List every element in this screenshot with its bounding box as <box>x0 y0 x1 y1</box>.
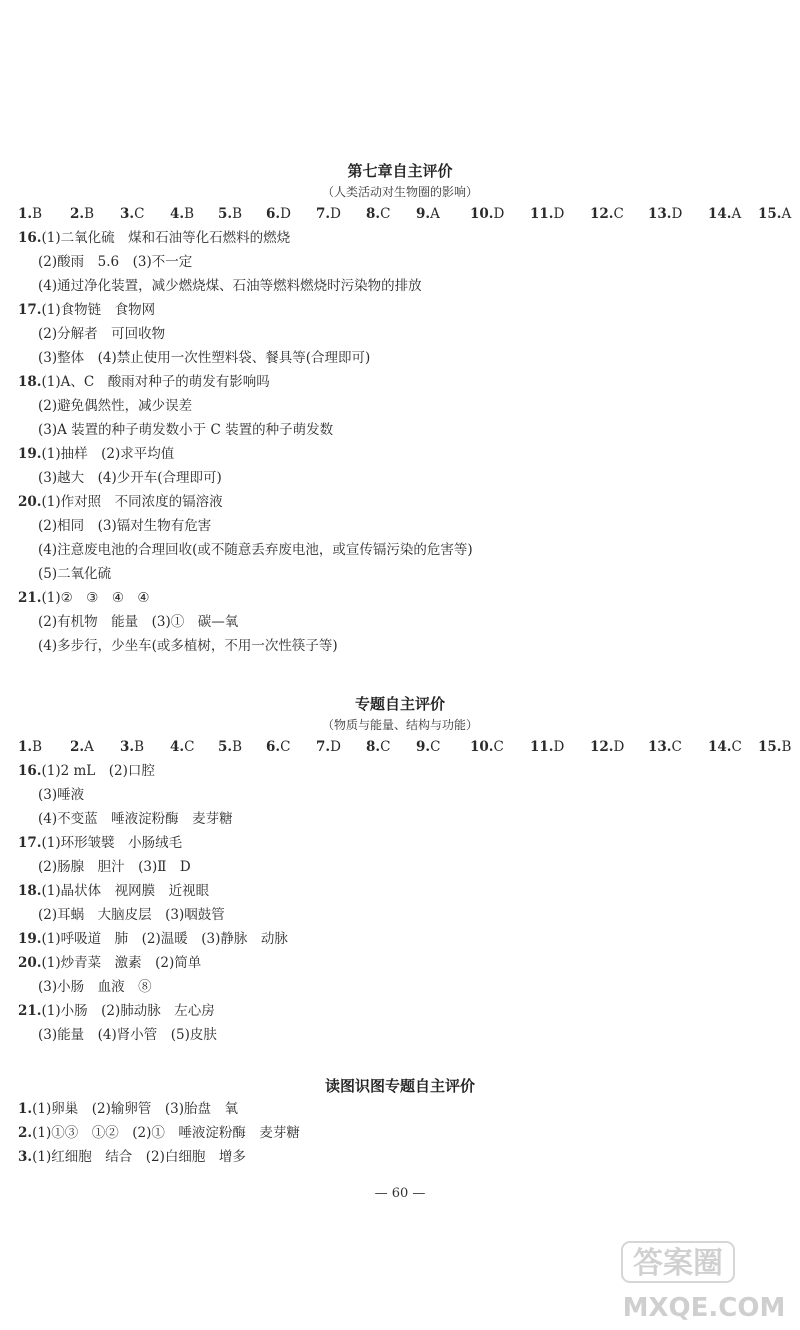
multiple-choice-row <box>18 202 792 226</box>
page-number: — 60 — <box>374 1186 426 1201</box>
answer-letter: D <box>330 206 341 222</box>
question-answer-line <box>0 999 800 1023</box>
answer-letter: D <box>280 206 291 222</box>
question-answer-line <box>0 1121 800 1145</box>
question-answer-line <box>0 370 800 394</box>
answer-letter: D <box>613 739 625 755</box>
answer-text: (3)唾液 <box>38 787 85 803</box>
question-number: 10. <box>470 739 494 755</box>
choice-answer <box>170 735 194 759</box>
question-number: 3. <box>18 1149 33 1165</box>
question-number: 3. <box>120 739 135 755</box>
answer-text: (1)卵巢 (2)输卵管 (3)胎盘 氧 <box>32 1101 238 1117</box>
choice-answer <box>366 735 390 759</box>
answer-letter: B <box>134 739 145 755</box>
question-number: 4. <box>170 739 185 755</box>
answer-letter: C <box>380 739 391 755</box>
answer-continuation-line <box>0 783 800 807</box>
answer-text: (5)二氧化硫 <box>38 566 112 582</box>
answer-letter: A <box>781 206 792 222</box>
choice-answer <box>218 735 242 759</box>
answer-letter: C <box>493 739 504 755</box>
question-number: 17. <box>18 835 42 851</box>
question-answer-line <box>0 586 800 610</box>
question-number: 11. <box>530 206 554 222</box>
choice-answer <box>18 735 42 759</box>
answer-letter: C <box>613 206 624 222</box>
answer-letter: D <box>671 206 683 222</box>
question-answer-line <box>0 442 800 466</box>
question-number: 5. <box>218 739 233 755</box>
choice-answer <box>470 202 504 226</box>
answer-text: (1)炒青菜 激素 (2)简单 <box>41 955 202 971</box>
question-number: 8. <box>366 206 381 222</box>
answer-letter: D <box>493 206 505 222</box>
question-number: 6. <box>266 739 281 755</box>
question-number: 7. <box>316 739 331 755</box>
answer-continuation-line <box>0 274 800 298</box>
section-diagram-reading <box>0 1075 800 1169</box>
choice-answer <box>218 202 242 226</box>
choice-answer <box>316 735 341 759</box>
section-subtitle: （人类活动对生物圈的影响） <box>321 185 478 199</box>
answer-letter: C <box>380 206 391 222</box>
answer-continuation-line <box>0 562 800 586</box>
question-number: 10. <box>470 206 494 222</box>
section-chapter7 <box>0 160 800 658</box>
watermark-bottom-text: MXQE.COM <box>622 1293 786 1323</box>
answer-continuation-line <box>0 610 800 634</box>
answer-text: (4)不变蓝 唾液淀粉酶 麦芽糖 <box>38 811 233 827</box>
question-answer-line <box>0 927 800 951</box>
question-number: 9. <box>416 206 431 222</box>
question-answer-line <box>0 226 800 250</box>
answer-letter: A <box>430 206 440 222</box>
choice-answer <box>316 202 341 226</box>
answer-text: (2)分解者 可回收物 <box>38 326 166 342</box>
answer-text: (3)越大 (4)少开车(合理即可) <box>38 470 222 486</box>
choice-answer <box>758 202 791 226</box>
question-number: 12. <box>590 739 614 755</box>
section-topic <box>0 693 800 1047</box>
question-answer-line <box>0 1097 800 1121</box>
question-answer-line <box>0 759 800 783</box>
answer-continuation-line <box>0 807 800 831</box>
answer-text: (2)肠腺 胆汁 (3)Ⅱ D <box>38 859 191 875</box>
answer-lines <box>0 226 800 658</box>
answer-continuation-line <box>0 1023 800 1047</box>
choice-answer <box>18 202 42 226</box>
question-number: 13. <box>648 206 672 222</box>
section-title: 第七章自主评价 <box>347 162 453 180</box>
answer-text: (4)注意废电池的合理回收(或不随意丢弃废电池，或宣传镉污染的危害等) <box>38 542 473 558</box>
choice-answer <box>708 735 742 759</box>
answer-text: (2)避免偶然性，减少误差 <box>38 398 193 414</box>
choice-answer <box>758 735 791 759</box>
section-subtitle: （物质与能量、结构与功能） <box>321 718 478 732</box>
answer-text: (4)通过净化装置，减少燃烧煤、石油等燃料燃烧时污染物的排放 <box>38 278 422 294</box>
answer-letter: D <box>553 739 565 755</box>
section-title: 专题自主评价 <box>354 695 445 713</box>
answer-letter: C <box>671 739 682 755</box>
answer-letter: D <box>330 739 341 755</box>
answer-text: (2)相同 (3)镉对生物有危害 <box>38 518 212 534</box>
question-number: 3. <box>120 206 135 222</box>
question-number: 16. <box>18 763 42 779</box>
answer-letter: A <box>731 206 742 222</box>
multiple-choice-row <box>18 735 792 759</box>
answer-text: (1)小肠 (2)肺动脉 左心房 <box>41 1003 215 1019</box>
section-title: 读图识图专题自主评价 <box>324 1077 475 1095</box>
question-number: 18. <box>18 374 42 390</box>
answer-text: (1)2 mL (2)口腔 <box>41 763 155 779</box>
question-number: 4. <box>170 206 185 222</box>
answer-text: (3)小肠 血液 ⑧ <box>38 979 152 995</box>
answer-continuation-line <box>0 975 800 999</box>
answer-letter: B <box>232 206 243 222</box>
question-number: 8. <box>366 739 381 755</box>
answer-text: (1)红细胞 结合 (2)白细胞 增多 <box>32 1149 246 1165</box>
choice-answer <box>366 202 390 226</box>
answer-text: (1)环形皱襞 小肠绒毛 <box>41 835 183 851</box>
answer-text: (1)作对照 不同浓度的镉溶液 <box>41 494 223 510</box>
question-number: 1. <box>18 206 33 222</box>
question-answer-line <box>0 490 800 514</box>
question-number: 20. <box>18 955 42 971</box>
watermark-logo <box>618 1238 790 1324</box>
watermark-top-text: 答案圈 <box>633 1246 723 1281</box>
answer-lines <box>0 759 800 1047</box>
answer-letter: B <box>32 739 43 755</box>
answer-letter: C <box>280 739 291 755</box>
choice-answer <box>470 735 504 759</box>
answer-text: (3)能量 (4)肾小管 (5)皮肤 <box>38 1027 217 1043</box>
answer-letter: C <box>184 739 195 755</box>
choice-answer <box>266 202 291 226</box>
choice-answer <box>70 735 94 759</box>
choice-answer <box>416 735 440 759</box>
answer-text: (1)①③ ①② (2)① 唾液淀粉酶 麦芽糖 <box>32 1125 300 1141</box>
answer-continuation-line <box>0 394 800 418</box>
question-number: 18. <box>18 883 42 899</box>
question-number: 2. <box>70 739 85 755</box>
question-number: 17. <box>18 302 42 318</box>
answer-letter: C <box>134 206 145 222</box>
answer-text: (2)酸雨 5.6 (3)不一定 <box>38 254 193 270</box>
answer-continuation-line <box>0 903 800 927</box>
answer-lines <box>0 1097 800 1169</box>
question-number: 1. <box>18 739 33 755</box>
question-number: 14. <box>708 206 732 222</box>
answer-text: (3)A 装置的种子萌发数小于 C 装置的种子萌发数 <box>38 422 334 438</box>
question-answer-line <box>0 831 800 855</box>
answer-continuation-line <box>0 418 800 442</box>
question-number: 9. <box>416 739 431 755</box>
answer-text: (2)有机物 能量 (3)① 碳—氧 <box>38 614 239 630</box>
choice-answer <box>530 735 564 759</box>
question-number: 12. <box>590 206 614 222</box>
question-answer-line <box>0 951 800 975</box>
question-number: 6. <box>266 206 281 222</box>
answer-continuation-line <box>0 346 800 370</box>
choice-answer <box>648 202 682 226</box>
question-answer-line <box>0 879 800 903</box>
answer-continuation-line <box>0 466 800 490</box>
question-number: 21. <box>18 1003 42 1019</box>
answer-letter: B <box>184 206 195 222</box>
question-number: 19. <box>18 931 42 947</box>
question-number: 11. <box>530 739 554 755</box>
question-number: 15. <box>758 739 782 755</box>
answer-text: (4)多步行，少坐车(或多植树，不用一次性筷子等) <box>38 638 338 654</box>
answer-letter: B <box>232 739 243 755</box>
question-number: 21. <box>18 590 42 606</box>
choice-answer <box>416 202 440 226</box>
answer-text: (1)二氧化硫 煤和石油等化石燃料的燃烧 <box>41 230 291 246</box>
question-number: 15. <box>758 206 782 222</box>
choice-answer <box>590 735 624 759</box>
choice-answer <box>590 202 624 226</box>
choice-answer <box>70 202 94 226</box>
question-number: 20. <box>18 494 42 510</box>
answer-continuation-line <box>0 634 800 658</box>
question-number: 16. <box>18 230 42 246</box>
answer-letter: C <box>731 739 742 755</box>
question-number: 19. <box>18 446 42 462</box>
answer-text: (1)A、C 酸雨对种子的萌发有影响吗 <box>41 374 270 390</box>
answer-text: (2)耳蜗 大脑皮层 (3)咽鼓管 <box>38 907 225 923</box>
choice-answer <box>170 202 194 226</box>
answer-text: (1)抽样 (2)求平均值 <box>41 446 175 462</box>
choice-answer <box>120 735 144 759</box>
answer-text: (1)② ③ ④ ④ <box>41 590 150 606</box>
answer-letter: A <box>84 739 94 755</box>
question-number: 13. <box>648 739 672 755</box>
question-number: 1. <box>18 1101 33 1117</box>
choice-answer <box>530 202 564 226</box>
answer-continuation-line <box>0 514 800 538</box>
answer-continuation-line <box>0 538 800 562</box>
question-number: 7. <box>316 206 331 222</box>
answer-continuation-line <box>0 322 800 346</box>
question-number: 5. <box>218 206 233 222</box>
answer-continuation-line <box>0 250 800 274</box>
choice-answer <box>120 202 144 226</box>
answer-letter: D <box>553 206 565 222</box>
answer-letter: B <box>32 206 43 222</box>
answer-text: (1)呼吸道 肺 (2)温暖 (3)静脉 动脉 <box>41 931 288 947</box>
question-number: 14. <box>708 739 732 755</box>
answer-text: (3)整体 (4)禁止使用一次性塑料袋、餐具等(合理即可) <box>38 350 371 366</box>
choice-answer <box>708 202 741 226</box>
choice-answer <box>266 735 290 759</box>
question-answer-line <box>0 298 800 322</box>
choice-answer <box>648 735 682 759</box>
question-answer-line <box>0 1145 800 1169</box>
question-number: 2. <box>70 206 85 222</box>
answer-letter: C <box>430 739 441 755</box>
answer-letter: B <box>84 206 95 222</box>
answer-letter: B <box>781 739 792 755</box>
question-number: 2. <box>18 1125 33 1141</box>
answer-continuation-line <box>0 855 800 879</box>
answer-text: (1)食物链 食物网 <box>41 302 156 318</box>
answer-text: (1)晶状体 视网膜 近视眼 <box>41 883 210 899</box>
